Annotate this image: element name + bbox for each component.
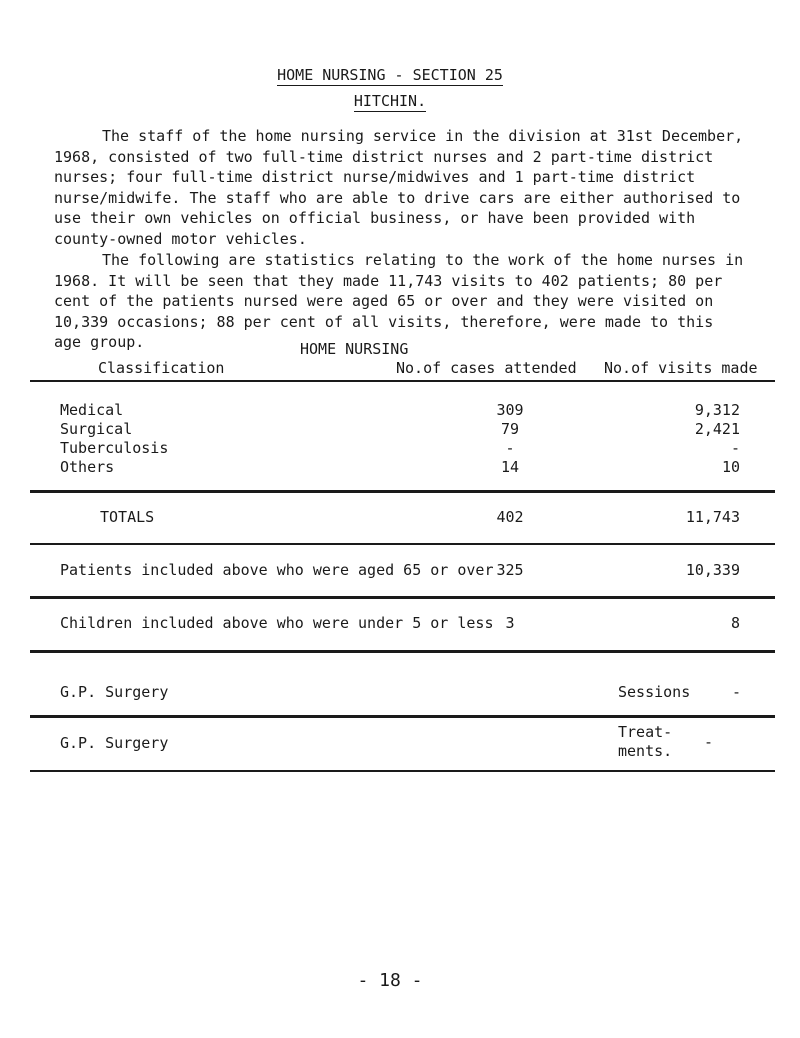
row-visits: 9,312 (694, 401, 740, 419)
paragraph-staff: The staff of the home nursing service in the division at 31st December, 1968, consisted of two full-time district nurses and 2 part-time district nurses; four full-time district nurse/midwives and 1 part-time district nurse/midwife. The staff who are able to drive cars are either authorised to use their own vehicles on official business, or have been provided with county-owned motor vehicles. (54, 127, 744, 248)
row-label: Surgical (60, 420, 133, 438)
aged-cases: 325 (496, 561, 524, 579)
column-header-classification: Classification (98, 359, 225, 377)
totals-cases: 402 (496, 508, 524, 526)
gp-sessions-unit: Sessions (618, 683, 691, 701)
page-subtitle: HITCHIN. (353, 92, 427, 110)
table-bottom-rule (30, 770, 775, 772)
row-visits: 2,421 (694, 420, 740, 438)
column-header-cases: No.of cases attended (396, 359, 577, 377)
gp-treatments-value: - (704, 733, 714, 751)
row-label: Tuberculosis (60, 439, 169, 457)
table-caption: HOME NURSING (300, 340, 409, 358)
gp-treatments-rule (30, 715, 775, 718)
gp-treatments-label: G.P. Surgery (60, 734, 169, 752)
row-visits: 10 (721, 458, 740, 476)
children-label: Children included above who were under 5 or less (60, 614, 494, 632)
totals-rule (30, 490, 775, 493)
header-rule (30, 380, 775, 382)
gp-sessions-value: - (732, 683, 742, 701)
page-number: - 18 - (357, 970, 423, 991)
row-cases: 309 (496, 401, 524, 419)
children-cases: 3 (505, 614, 515, 632)
row-visits: - (730, 439, 740, 457)
aged-rule (30, 543, 775, 545)
paragraph-statistics: The following are statistics relating to the work of the home nurses in 1968. It will be seen that they made 11,743 visits to 402 patients; 80 per cent of the patients nursed were aged 65 or over and they were visited on 10,339 occasions; 88 per cent of all visits, therefore, were made to this age group. (54, 251, 744, 351)
row-cases: - (505, 439, 515, 457)
gp-treatments-unit-line1: Treat- (618, 723, 673, 741)
totals-label: TOTALS (100, 508, 155, 526)
gp-treatments-unit-line2: ments. (618, 742, 673, 760)
children-visits: 8 (730, 614, 740, 632)
totals-visits: 11,743 (685, 508, 740, 526)
children-rule (30, 596, 775, 599)
row-cases: 79 (500, 420, 520, 438)
aged-label: Patients included above who were aged 65 or over (60, 561, 494, 579)
row-cases: 14 (500, 458, 520, 476)
column-header-visits: No.of visits made (604, 359, 758, 377)
row-label: Medical (60, 401, 124, 419)
aged-visits: 10,339 (685, 561, 740, 579)
row-label: Others (60, 458, 115, 476)
page-title: HOME NURSING - SECTION 25 (277, 66, 503, 84)
gp-sessions-label: G.P. Surgery (60, 683, 169, 701)
gp-sessions-rule (30, 650, 775, 653)
